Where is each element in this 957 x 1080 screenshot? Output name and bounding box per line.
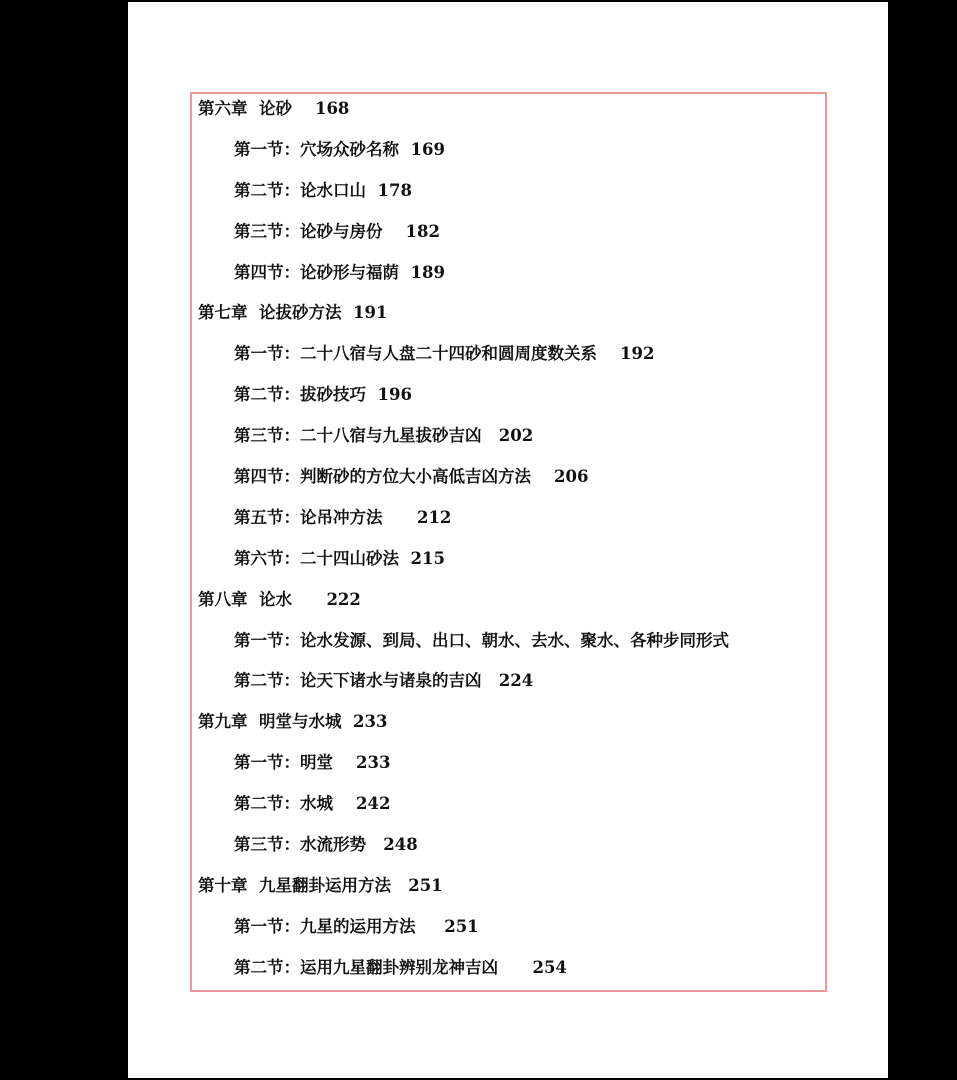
toc-chapter: 第八章 论水 222 [198, 589, 361, 609]
toc-section: 第一节：穴场众砂名称 169 [234, 139, 445, 159]
toc-section: 第二节：拔砂技巧 196 [234, 385, 412, 405]
toc-section: 第三节：二十八宿与九星拔砂吉凶 202 [234, 426, 534, 446]
toc-chapter: 第十章 九星翻卦运用方法 251 [198, 875, 443, 895]
toc-chapter: 第七章 论拔砂方法 191 [198, 303, 388, 323]
toc-section: 第四节：论砂形与福荫 189 [234, 262, 445, 282]
toc-chapter: 第六章 论砂 168 [198, 99, 350, 118]
table-of-contents [198, 94, 825, 994]
toc-section: 第三节：论砂与房份 182 [234, 221, 440, 241]
toc-section: 第二节：论水口山 178 [234, 180, 412, 200]
toc-section: 第二节：水城 242 [234, 794, 391, 814]
toc-section: 第一节：九星的运用方法 251 [234, 916, 479, 936]
toc-section: 第一节：二十八宿与人盘二十四砂和圆周度数关系 192 [234, 344, 655, 364]
toc-section: 第四节：判断砂的方位大小高低吉凶方法 206 [234, 467, 589, 487]
toc-chapter: 第九章 明堂与水城 233 [198, 712, 388, 732]
toc-section: 第一节：明堂 233 [234, 753, 391, 773]
toc-section: 第二节：论天下诸水与诸泉的吉凶 224 [234, 671, 534, 691]
document-page [128, 2, 888, 1078]
toc-frame [190, 92, 827, 992]
toc-section: 第三节：水流形势 248 [234, 835, 418, 855]
toc-section: 第二节：运用九星翻卦辨别龙神吉凶 254 [234, 957, 567, 977]
toc-section: 第六节：二十四山砂法 215 [234, 548, 445, 568]
toc-section: 第五节：论吊冲方法 212 [234, 507, 452, 527]
toc-section: 第一节：论水发源、到局、出口、朝水、去水、聚水、各种步同形式 [234, 630, 729, 650]
